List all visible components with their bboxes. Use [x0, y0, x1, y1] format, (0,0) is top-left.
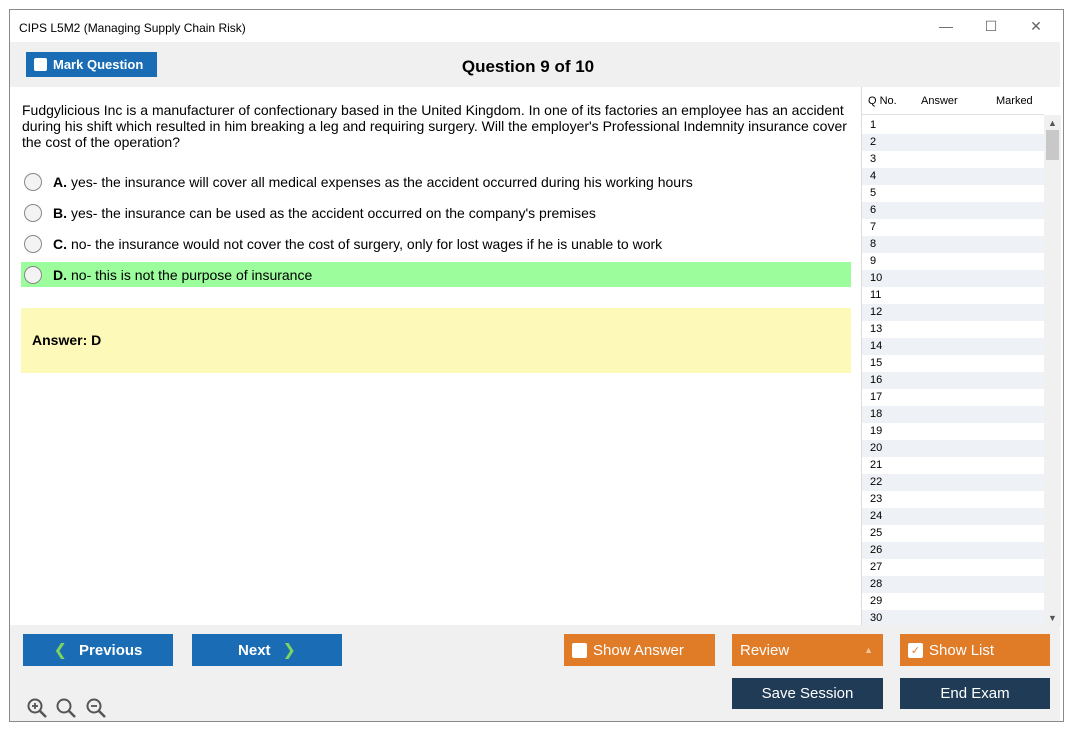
- question-list-panel: [861, 87, 1061, 626]
- question-list-row[interactable]: 19: [870, 425, 883, 437]
- dropdown-arrow-icon: ▲: [864, 645, 873, 655]
- option-letter: A.: [53, 173, 67, 190]
- question-list-row[interactable]: 15: [870, 357, 883, 369]
- question-list-row[interactable]: 23: [870, 493, 883, 505]
- question-list-row[interactable]: 14: [862, 338, 1044, 355]
- previous-button[interactable]: [23, 634, 173, 666]
- question-list-row[interactable]: 30: [862, 610, 1044, 627]
- show-list-button[interactable]: [900, 634, 1050, 666]
- option-letter: B.: [53, 204, 67, 221]
- scroll-thumb[interactable]: [1046, 130, 1059, 160]
- option-letter: C.: [53, 235, 67, 252]
- question-list-row[interactable]: 25: [870, 527, 883, 539]
- option-text: yes- the insurance can be used as the accident occurred on the company's premises: [71, 204, 596, 221]
- close-icon[interactable]: ✕: [1030, 18, 1042, 34]
- show-answer-button[interactable]: [564, 634, 715, 666]
- next-label: Next: [238, 641, 271, 659]
- question-list-row[interactable]: 27: [870, 561, 883, 573]
- option-c[interactable]: [21, 231, 851, 256]
- question-list-header: [862, 87, 1044, 115]
- review-label: Review: [740, 641, 790, 659]
- question-list-row[interactable]: 16: [862, 372, 1044, 389]
- question-list-row[interactable]: 8: [862, 236, 1044, 253]
- zoom-in-icon[interactable]: [26, 697, 48, 719]
- question-list-row[interactable]: 10: [862, 270, 1044, 287]
- radio-option-d[interactable]: [24, 266, 42, 284]
- window-title: CIPS L5M2 (Managing Supply Chain Risk): [19, 21, 246, 35]
- header-answer: Answer: [921, 95, 958, 107]
- question-list-row[interactable]: 21: [870, 459, 883, 471]
- option-text: yes- the insurance will cover all medical expenses as the accident occurred during his working hours: [71, 173, 693, 190]
- option-letter: D.: [53, 266, 67, 283]
- question-list-row[interactable]: 24: [862, 508, 1044, 525]
- show-list-checkbox-icon[interactable]: ✓: [908, 643, 923, 658]
- review-dropdown[interactable]: [732, 634, 883, 666]
- question-list-row[interactable]: 9: [870, 255, 877, 267]
- scroll-up-icon[interactable]: ▲: [1048, 118, 1057, 128]
- option-d[interactable]: [21, 262, 851, 287]
- question-list-row[interactable]: 22: [862, 474, 1044, 491]
- title-bar: [10, 10, 1063, 42]
- question-list-row[interactable]: 17: [870, 391, 883, 403]
- radio-option-a[interactable]: [24, 173, 42, 191]
- zoom-out-icon[interactable]: [85, 697, 107, 719]
- end-exam-label: End Exam: [940, 685, 1010, 702]
- question-list-row[interactable]: 5: [870, 187, 877, 199]
- question-toolbar: [10, 42, 1060, 87]
- question-list-row[interactable]: 1: [870, 119, 877, 131]
- question-list-row[interactable]: 29: [870, 595, 883, 607]
- option-text: no- this is not the purpose of insurance: [71, 266, 313, 283]
- header-marked: Marked: [996, 95, 1033, 107]
- bottom-toolbar: [10, 625, 1060, 722]
- radio-option-b[interactable]: [24, 204, 42, 222]
- show-list-label: Show List: [929, 641, 995, 659]
- zoom-reset-icon[interactable]: [55, 697, 77, 719]
- question-list-row[interactable]: 6: [862, 202, 1044, 219]
- question-list-row[interactable]: 28: [862, 576, 1044, 593]
- question-list-row[interactable]: 11: [870, 289, 882, 301]
- radio-option-c[interactable]: [24, 235, 42, 253]
- question-list-row[interactable]: 7: [870, 221, 877, 233]
- save-session-button[interactable]: [732, 678, 883, 709]
- question-list-row[interactable]: 26: [862, 542, 1044, 559]
- question-list-row[interactable]: 2: [862, 134, 1044, 151]
- maximize-icon[interactable]: ☐: [984, 18, 998, 34]
- show-answer-label: Show Answer: [593, 641, 684, 659]
- header-qno: Q No.: [868, 95, 897, 107]
- answer-panel: Answer: D: [21, 308, 851, 373]
- show-answer-checkbox-icon[interactable]: [572, 643, 587, 658]
- next-button[interactable]: [192, 634, 342, 666]
- question-list-row[interactable]: 13: [870, 323, 883, 335]
- end-exam-button[interactable]: [900, 678, 1050, 709]
- option-a[interactable]: [21, 169, 851, 194]
- chevron-left-icon: ❮: [53, 642, 68, 659]
- chevron-right-icon: ❯: [282, 642, 296, 659]
- question-list-row[interactable]: 18: [862, 406, 1044, 423]
- question-text: Fudgylicious Inc is a manufacturer of confectionary based in the United Kingdom. In one of its factories an employee has an accident during his shift which resulted in him breaking a leg and requiring surgery. Will the employer's Professional Indemnity insurance cover the cost of the operation?: [22, 102, 847, 150]
- question-list-row[interactable]: 12: [862, 304, 1044, 321]
- question-list-rows: [862, 117, 1044, 627]
- scroll-down-icon[interactable]: ▼: [1048, 613, 1057, 623]
- minimize-icon[interactable]: —: [939, 18, 953, 34]
- option-b[interactable]: [21, 200, 851, 225]
- option-text: no- the insurance would not cover the cost of surgery, only for lost wages if he is unable to work: [71, 235, 663, 252]
- previous-label: Previous: [79, 641, 143, 659]
- question-list-row[interactable]: 20: [862, 440, 1044, 457]
- save-session-label: Save Session: [761, 685, 854, 702]
- question-list-row[interactable]: 3: [870, 153, 877, 165]
- question-list-row[interactable]: 4: [862, 168, 1044, 185]
- question-list-scrollbar[interactable]: [1044, 115, 1061, 626]
- question-counter: Question 9 of 10: [461, 57, 595, 76]
- app-window: [9, 9, 1064, 722]
- mark-question-label: Mark Question: [53, 57, 144, 72]
